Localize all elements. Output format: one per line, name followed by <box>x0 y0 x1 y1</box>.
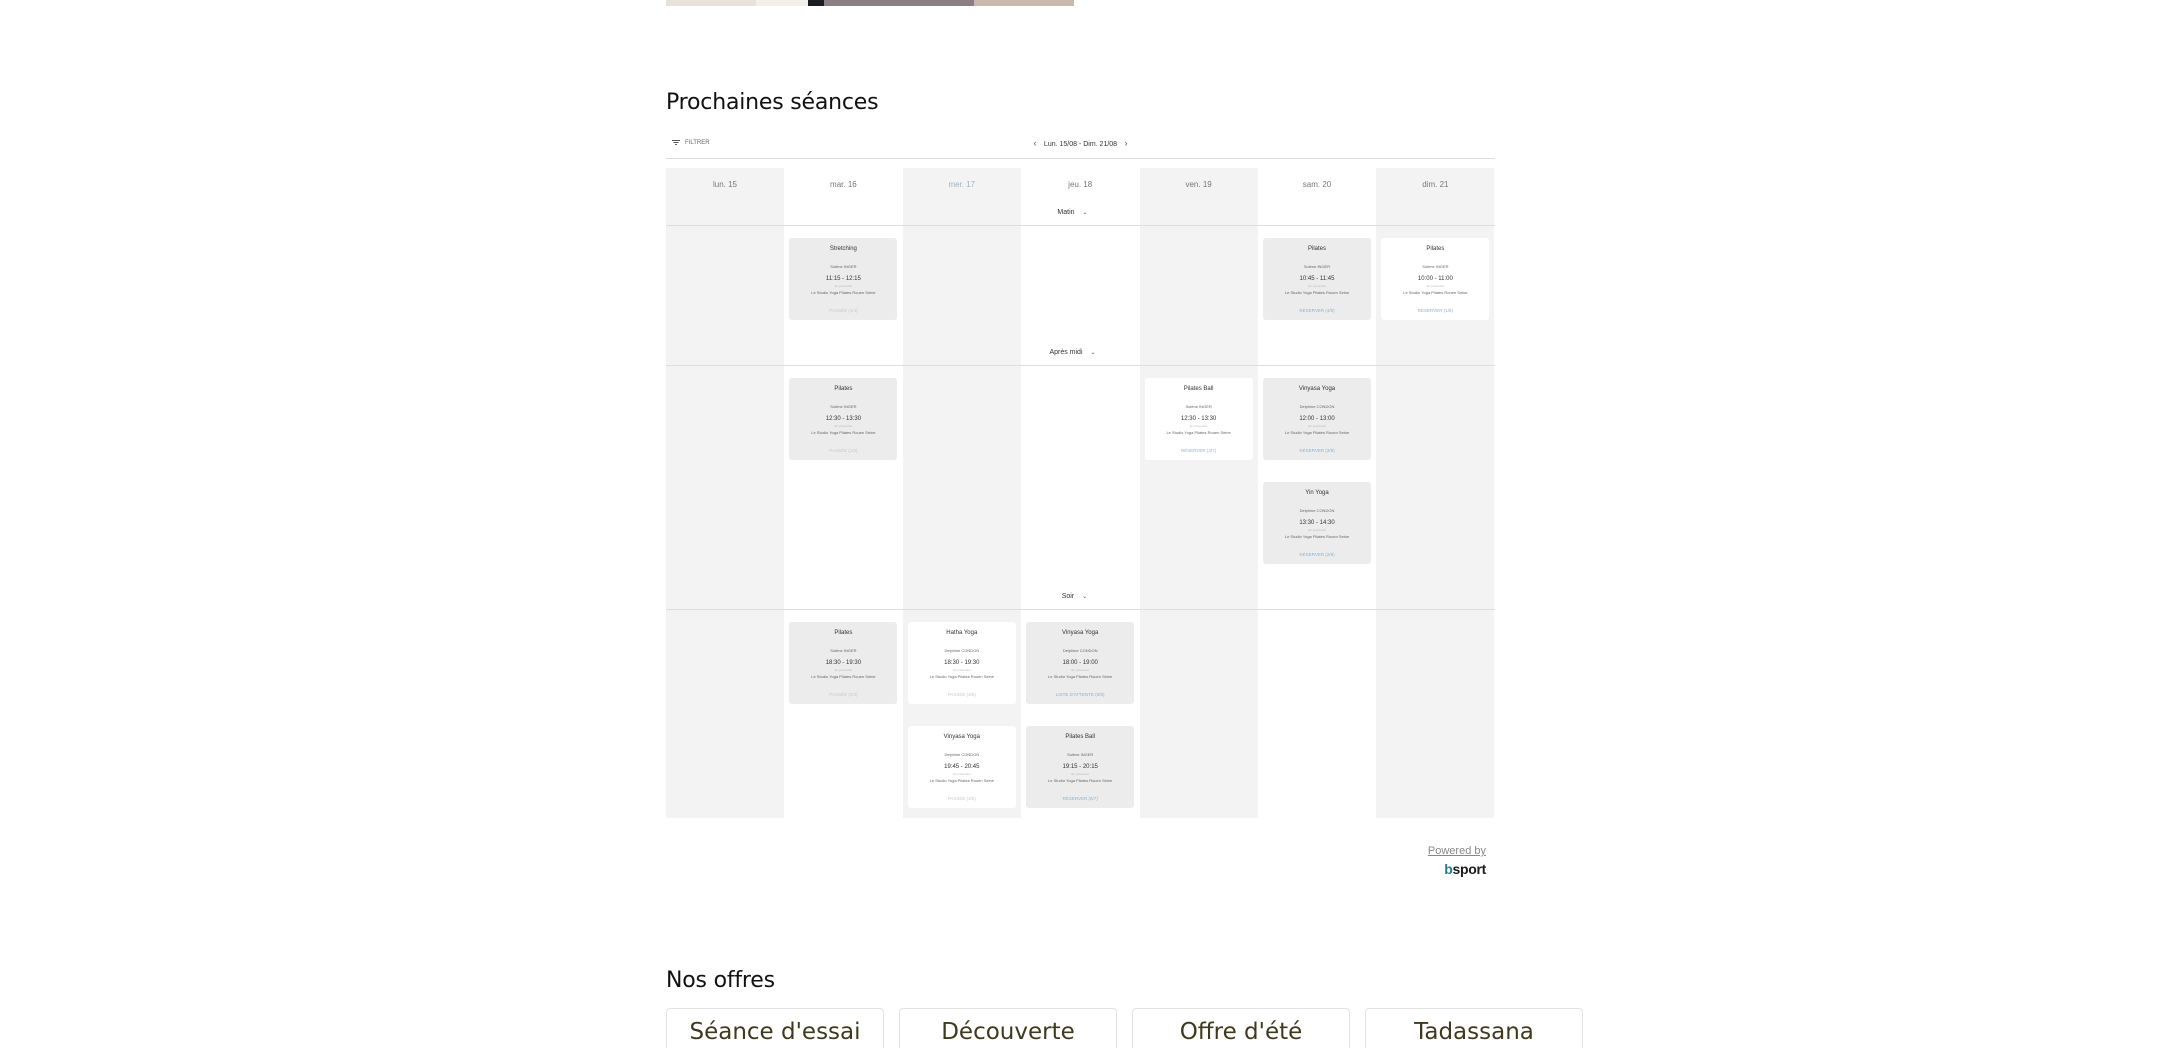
session-mode: En présentiel <box>1426 284 1445 288</box>
session-title: Stretching <box>829 246 857 252</box>
session-action: PASSÉE (2/3) <box>829 692 858 697</box>
session-card[interactable] <box>789 238 897 320</box>
session-coach: Solène INGER <box>1185 404 1212 409</box>
toolbar-divider <box>666 158 1495 159</box>
session-card[interactable] <box>1145 378 1253 460</box>
session-location: Le Studio Yoga Pilates Rouen Seine <box>1284 430 1350 435</box>
session-coach: Delphine CONDON <box>944 752 980 757</box>
session-time: 19:15 - 20:15 <box>1062 764 1098 770</box>
session-time: 12:30 - 13:30 <box>825 416 862 422</box>
session-action[interactable]: RÉSERVER (2/8) <box>1299 552 1335 557</box>
session-mode: En présentiel <box>953 668 971 672</box>
session-coach: Solène INGER <box>1422 264 1449 269</box>
session-mode: En présentiel <box>1071 668 1089 672</box>
session-card[interactable] <box>1263 238 1371 320</box>
session-location: Le Studio Yoga Pilates Rouen Seine <box>1403 290 1468 295</box>
session-coach: Solène INGER <box>1067 752 1094 757</box>
day-column <box>903 168 1021 818</box>
session-coach: Delphine CONDON <box>944 648 980 653</box>
session-location: Le Studio Yoga Pilates Rouen Seine <box>1284 290 1350 295</box>
day-column <box>1021 168 1139 818</box>
session-card[interactable] <box>1381 238 1489 320</box>
hero-strip-segment <box>666 0 756 6</box>
day-header: mar. 16 <box>830 180 857 189</box>
session-title: Hatha Yoga <box>946 630 978 636</box>
session-mode: En présentiel <box>834 668 853 672</box>
chevron-down-icon: ⌄ <box>1082 594 1088 600</box>
session-title: Pilates <box>834 630 853 636</box>
session-action[interactable]: LISTE D'ATTENTE (8/8) <box>1055 692 1105 697</box>
session-time: 13:30 - 14:30 <box>1299 520 1335 526</box>
period-label: Matin <box>1057 209 1075 216</box>
session-time: 12:30 - 13:30 <box>1180 416 1217 422</box>
session-time: 18:00 - 19:00 <box>1062 660 1098 666</box>
week-navigator <box>666 139 1495 148</box>
period-divider <box>666 225 1495 226</box>
session-location: Le Studio Yoga Pilates Rouen Seine <box>1048 778 1113 783</box>
hero-strip-segment <box>824 0 974 6</box>
session-location: Le Studio Yoga Pilates Rouen Seine <box>811 674 876 679</box>
session-mode: En présentiel <box>1308 528 1326 532</box>
day-header: jeu. 18 <box>1068 180 1093 189</box>
session-mode: En présentiel <box>834 424 853 428</box>
session-title: Vinyasa Yoga <box>943 734 980 740</box>
week-range: Lun. 15/08 - Dim. 21/08 <box>1043 141 1118 148</box>
session-coach: Delphine CONDON <box>1062 648 1098 653</box>
section-title-nos-offres: Nos offres <box>666 968 775 993</box>
period-toggle[interactable] <box>650 349 1495 356</box>
chevron-down-icon: ⌄ <box>1090 350 1096 356</box>
session-coach: Delphine CONDON <box>1299 404 1335 409</box>
offer-card[interactable] <box>666 1008 884 1048</box>
session-time: 11:15 - 12:15 <box>825 276 861 282</box>
calendar-toolbar <box>666 132 1495 158</box>
session-time: 19:45 - 20:45 <box>944 764 980 770</box>
day-header: ven. 19 <box>1185 180 1212 189</box>
period-toggle[interactable] <box>654 593 1495 600</box>
session-location: Le Studio Yoga Pilates Rouen Seine <box>1284 534 1350 539</box>
session-action: PASSÉE (1/3) <box>829 448 858 453</box>
session-card[interactable] <box>1263 482 1371 564</box>
session-action[interactable]: RÉSERVER (4/8) <box>1299 308 1335 313</box>
session-action: PASSÉE (4/5) <box>947 692 976 697</box>
hero-strip-segment <box>756 0 808 6</box>
powered-by-bsport <box>1360 845 1486 877</box>
session-time: 12:00 - 13:00 <box>1299 416 1335 422</box>
offer-title: Découverte <box>941 1019 1075 1045</box>
session-card[interactable] <box>789 622 897 704</box>
day-header: lun. 15 <box>712 180 738 189</box>
session-card[interactable] <box>1026 726 1134 808</box>
session-action[interactable]: RÉSERVER (3/8) <box>1299 448 1335 453</box>
period-toggle[interactable] <box>650 209 1495 216</box>
session-title: Pilates Ball <box>1183 386 1214 392</box>
session-mode: En présentiel <box>834 284 853 288</box>
period-row <box>666 586 1495 610</box>
session-location: Le Studio Yoga Pilates Rouen Seine <box>1166 430 1231 435</box>
session-card[interactable] <box>1026 622 1134 704</box>
day-header: sam. 20 <box>1302 180 1332 189</box>
bsport-logo-text: sport <box>1452 861 1486 877</box>
session-time: 18:30 - 19:30 <box>825 660 862 666</box>
session-time: 10:00 - 11:00 <box>1417 276 1453 282</box>
day-column <box>666 168 784 818</box>
session-title: Pilates <box>1426 246 1445 252</box>
session-title: Pilates <box>1307 246 1326 252</box>
hero-strip-segment <box>974 0 1074 6</box>
session-coach: Delphine CONDON <box>1299 508 1335 513</box>
session-location: Le Studio Yoga Pilates Rouen Seine <box>811 290 876 295</box>
session-title: Pilates Ball <box>1065 734 1096 740</box>
offers-carousel <box>666 1008 1534 1045</box>
hero-image-strip <box>666 0 1074 6</box>
session-action[interactable]: RÉSERVER (6/7) <box>1062 796 1098 801</box>
session-location: Le Studio Yoga Pilates Rouen Seine <box>811 430 876 435</box>
section-title-prochaines-seances: Prochaines séances <box>666 90 879 115</box>
session-location: Le Studio Yoga Pilates Rouen Seine <box>929 778 994 783</box>
session-card[interactable] <box>908 622 1016 704</box>
day-column <box>1140 168 1258 818</box>
powered-by-link[interactable]: Powered by <box>1427 845 1486 857</box>
session-mode: En présentiel <box>1308 284 1326 288</box>
day-header: mer. 17 <box>948 180 976 189</box>
session-mode: En présentiel <box>1308 424 1326 428</box>
session-coach: Solène INGER <box>1303 264 1331 269</box>
day-header: dim. 21 <box>1422 180 1449 189</box>
offer-title: Offre d'été <box>1179 1019 1303 1045</box>
offer-card[interactable] <box>1365 1008 1583 1048</box>
session-action: PASSÉE (2/5) <box>947 796 976 801</box>
bsport-logo <box>1360 861 1486 877</box>
session-card[interactable] <box>1263 378 1371 460</box>
chevron-right-icon[interactable]: › <box>1124 138 1128 148</box>
session-action[interactable]: RÉSERVER (1/8) <box>1417 308 1453 313</box>
chevron-left-icon[interactable]: ‹ <box>1033 138 1037 148</box>
period-label: Soir <box>1061 593 1075 600</box>
session-location: Le Studio Yoga Pilates Rouen Seine <box>929 674 994 679</box>
bsport-logo-b: b <box>1444 861 1453 877</box>
offer-title: Tadassana <box>1414 1019 1534 1045</box>
session-coach: Solène INGER <box>830 264 857 269</box>
session-action[interactable]: RÉSERVER (4/7) <box>1181 448 1217 453</box>
session-location: Le Studio Yoga Pilates Rouen Seine <box>1048 674 1113 679</box>
period-row <box>666 342 1495 366</box>
session-mode: En présentiel <box>953 772 971 776</box>
session-title: Yin Yoga <box>1305 490 1329 496</box>
session-time: 10:45 - 11:45 <box>1299 276 1335 282</box>
session-card[interactable] <box>789 378 897 460</box>
chevron-down-icon: ⌄ <box>1082 210 1088 216</box>
offer-card[interactable] <box>899 1008 1117 1048</box>
offer-title: Séance d'essai <box>689 1019 861 1045</box>
period-row <box>666 202 1495 226</box>
session-mode: En présentiel <box>1189 424 1208 428</box>
session-title: Pilates <box>834 386 853 392</box>
session-coach: Solène INGER <box>830 648 857 653</box>
period-label: Après midi <box>1049 349 1083 356</box>
session-card[interactable] <box>908 726 1016 808</box>
session-title: Vinyasa Yoga <box>1062 630 1099 636</box>
session-action: PASSÉE (1/4) <box>829 308 858 313</box>
offer-card[interactable] <box>1132 1008 1350 1048</box>
session-time: 18:30 - 19:30 <box>944 660 980 666</box>
session-mode: En présentiel <box>1071 772 1089 776</box>
schedule-calendar <box>666 132 1495 818</box>
period-divider <box>666 609 1495 610</box>
session-coach: Solène INGER <box>830 404 857 409</box>
period-divider <box>666 365 1495 366</box>
filter-label: FILTRER <box>685 140 710 146</box>
session-title: Vinyasa Yoga <box>1298 386 1336 392</box>
hero-strip-segment <box>808 0 824 6</box>
